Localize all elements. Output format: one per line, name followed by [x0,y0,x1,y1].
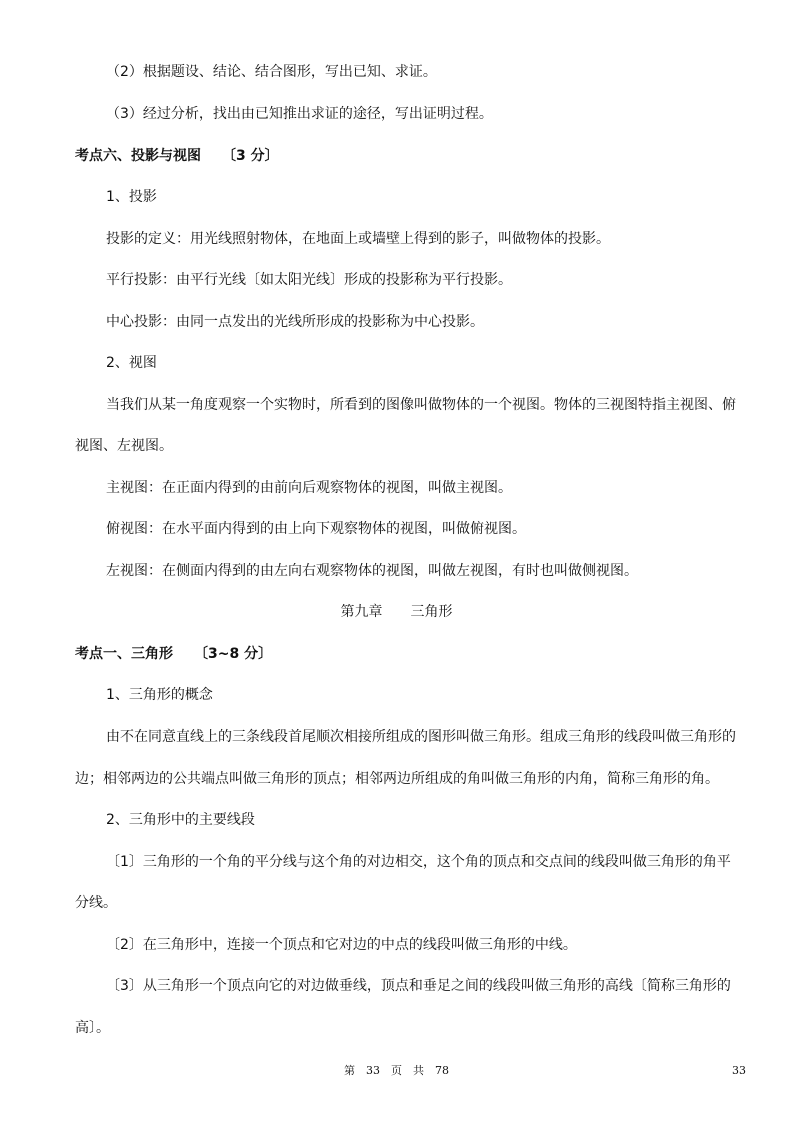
step-3-line: （3）经过分析，找出由已知推出求证的途径，写出证明过程。 [106,106,493,122]
section-heading-triangle: 考点一、三角形 〔3~8 分〕 [75,646,273,662]
front-view: 主视图：在正面内得到的由前向后观察物体的视图，叫做主视图。 [106,480,512,496]
page-number: 33 [732,1064,746,1077]
subheading-triangle-concept: 1、三角形的概念 [106,687,213,703]
subheading-main-segments: 2、三角形中的主要线段 [106,812,255,828]
projection-definition: 投影的定义：用光线照射物体，在地面上或墙壁上得到的影子，叫做物体的投影。 [106,231,610,247]
central-projection: 中心投影：由同一点发出的光线所形成的投影称为中心投影。 [106,314,484,330]
subheading-projection: 1、投影 [106,189,157,205]
view-definition-line2: 视图、左视图。 [75,438,173,454]
left-view: 左视图：在侧面内得到的由左向右观察物体的视图，叫做左视图，有时也叫做侧视图。 [106,563,638,579]
page-footer-info: 第 33 页 共 78 [344,1064,449,1077]
subheading-view: 2、视图 [106,355,157,371]
angle-bisector-line1: 〔1〕三角形的一个角的平分线与这个角的对边相交，这个角的顶点和交点间的线段叫做三角形的角平 [106,854,731,870]
altitude-line1: 〔3〕从三角形一个顶点向它的对边做垂线，顶点和垂足之间的线段叫做三角形的高线〔简称三角形的 [106,978,731,994]
triangle-definition-line2: 边；相邻两边的公共端点叫做三角形的顶点；相邻两边所组成的角叫做三角形的内角，简称三角形的角。 [75,771,719,787]
chapter-title: 第九章 三角形 [340,604,453,620]
top-view: 俯视图：在水平面内得到的由上向下观察物体的视图，叫做俯视图。 [106,521,526,537]
triangle-definition-line1: 由不在同意直线上的三条线段首尾顺次相接所组成的图形叫做三角形。组成三角形的线段叫做三角形的 [106,729,736,745]
angle-bisector-line2: 分线。 [75,895,117,911]
view-definition-line1: 当我们从某一角度观察一个实物时，所看到的图像叫做物体的一个视图。物体的三视图特指主视图、俯 [106,397,736,413]
parallel-projection: 平行投影：由平行光线〔如太阳光线〕形成的投影称为平行投影。 [106,272,512,288]
altitude-line2: 高〕。 [75,1020,110,1036]
median-line: 〔2〕在三角形中，连接一个顶点和它对边的中点的线段叫做三角形的中线。 [106,937,577,953]
step-2-line: （2）根据题设、结论、结合图形，写出已知、求证。 [106,64,437,80]
section-heading-projection: 考点六、投影与视图 〔3 分〕 [75,148,279,164]
